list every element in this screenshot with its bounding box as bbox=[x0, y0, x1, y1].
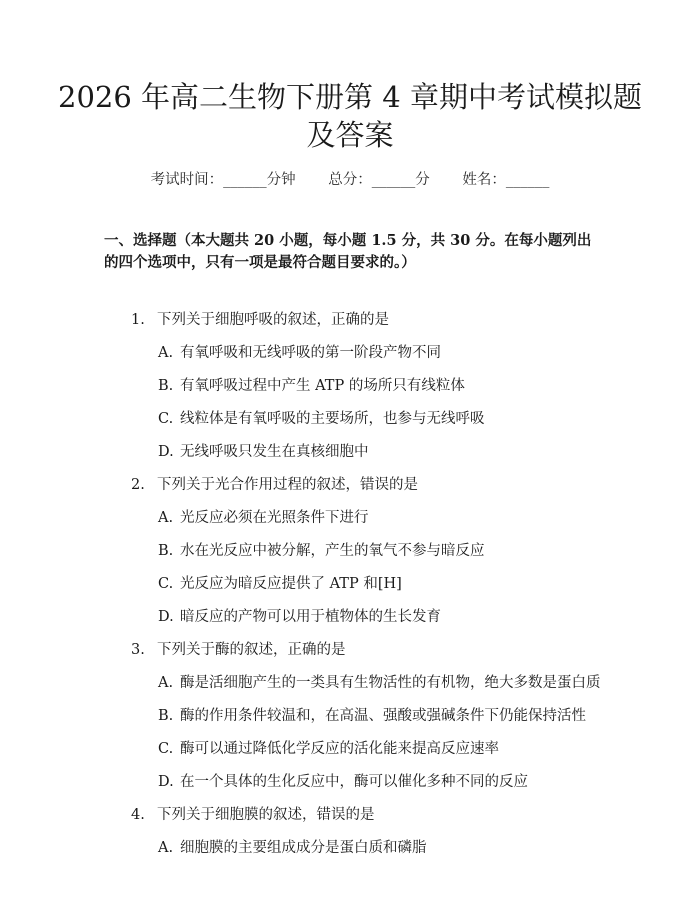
question-1: 1. 下列关于细胞呼吸的叙述，正确的是 bbox=[131, 312, 389, 328]
question-2-option-a: A. 光反应必须在光照条件下进行 bbox=[158, 510, 369, 526]
question-2-option-c: C. 光反应为暗反应提供了 ATP 和[H] bbox=[158, 576, 402, 592]
total-score-field: 总分：______分 bbox=[328, 172, 430, 188]
question-4-option-a: A. 细胞膜的主要组成成分是蛋白质和磷脂 bbox=[158, 840, 427, 856]
question-3-option-a: A. 酶是活细胞产生的一类具有生物活性的有机物，绝大多数是蛋白质 bbox=[158, 675, 601, 691]
page-title bbox=[40, 78, 660, 154]
title-line-1: 2026 年高二生物下册第 4 章期中考试模拟题 bbox=[58, 80, 642, 114]
question-1-option-b: B. 有氧呼吸过程中产生 ATP 的场所只有线粒体 bbox=[158, 378, 465, 394]
question-4: 4. 下列关于细胞膜的叙述，错误的是 bbox=[131, 807, 375, 823]
question-1-option-a: A. 有氧呼吸和无线呼吸的第一阶段产物不同 bbox=[158, 345, 441, 361]
student-name-field: 姓名：______ bbox=[462, 172, 550, 188]
question-3: 3. 下列关于酶的叙述，正确的是 bbox=[131, 642, 346, 658]
question-2-option-d: D. 暗反应的产物可以用于植物体的生长发育 bbox=[158, 609, 441, 625]
question-3-option-c: C. 酶可以通过降低化学反应的活化能来提高反应速率 bbox=[158, 741, 499, 757]
question-3-option-d: D. 在一个具体的生化反应中，酶可以催化多种不同的反应 bbox=[158, 774, 528, 790]
section-heading: 一、选择题（本大题共 20 小题，每小题 1.5 分，共 30 分。在每小题列出的四个选项中，只有一项是最符合题目要求的。） bbox=[104, 232, 592, 271]
title-line-2: 及答案 bbox=[306, 118, 394, 152]
question-1-option-d: D. 无线呼吸只发生在真核细胞中 bbox=[158, 444, 369, 460]
question-3-option-b: B. 酶的作用条件较温和，在高温、强酸或强碱条件下仍能保持活性 bbox=[158, 708, 586, 724]
exam-time-field: 考试时间：______分钟 bbox=[150, 172, 296, 188]
question-2-option-b: B. 水在光反应中被分解，产生的氧气不参与暗反应 bbox=[158, 543, 485, 559]
question-1-option-c: C. 线粒体是有氧呼吸的主要场所，也参与无线呼吸 bbox=[158, 411, 485, 427]
question-2: 2. 下列关于光合作用过程的叙述，错误的是 bbox=[131, 477, 418, 493]
exam-meta bbox=[0, 168, 700, 189]
